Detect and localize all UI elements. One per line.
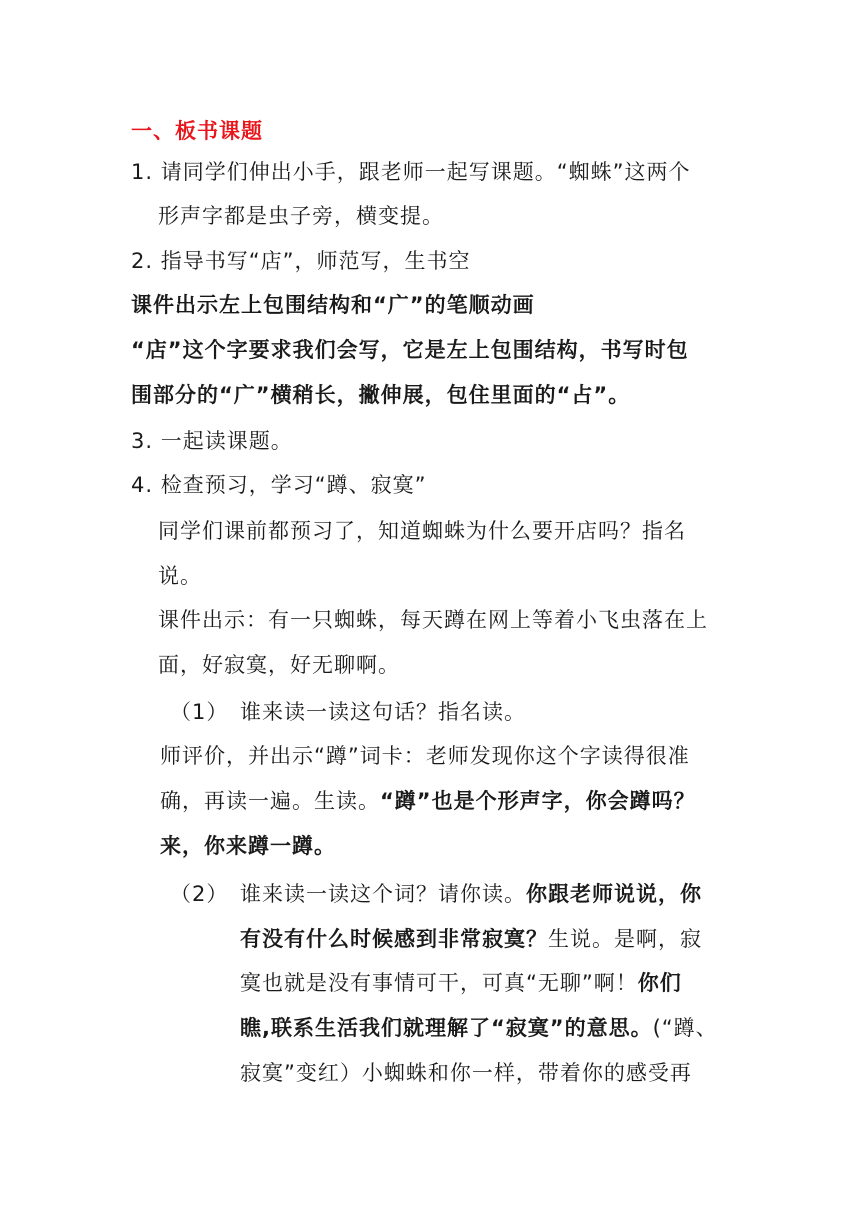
eval-line-2 [160,786,696,816]
sub-item-2-line-2-bold: 有没有什么时候感到非常寂寞？ [240,927,548,951]
preview-line-1: 同学们课前都预习了，知道蜘蛛为什么要开店吗？指名 [158,519,686,543]
sub-item-2-line-4 [240,1013,718,1043]
item-3: 3. 一起读课题。 [131,429,293,453]
eval-line-1: 师评价，并出示“蹲”词卡：老师发现你这个字读得很准 [160,744,690,768]
sub-item-2-line-1 [240,879,702,909]
courseware-2-line-2: 面，好寂寞，好无聊啊。 [158,653,400,677]
eval-line-2-bold: “蹲”也是个形声字，你会蹲吗？ [380,789,696,813]
sub-item-2-line-3-plain: 寞也就是没有事情可干，可真“无聊”啊！ [240,971,638,995]
sub-item-2-line-5: 寂寞”变红）小蜘蛛和你一样，带着你的感受再 [240,1061,692,1085]
eval-line-2-plain: 确，再读一遍。生读。 [160,789,380,813]
item-2: 2. 指导书写“店”，师范写，生书空 [131,249,471,273]
eval-line-3: 来，你来蹲一蹲。 [160,834,336,858]
courseware-2-line-1: 课件出示：有一只蜘蛛，每天蹲在网上等着小飞虫落在上 [158,608,708,632]
item-4: 4. 检查预习，学习“蹲、寂寞” [131,473,427,497]
sub-item-2-line-2 [240,924,702,954]
sub-item-1-number: （1） [170,700,229,724]
sub-item-2-line-3-bold: 你们 [637,971,682,995]
preview-line-2: 说。 [158,564,202,588]
item-1-line-2: 形声字都是虫子旁，横变提。 [158,204,444,228]
sub-item-1-text: 谁来读一读这句话？指名读。 [240,700,526,724]
sub-item-2-line-1-bold: 你跟老师说说，你 [526,882,702,906]
dian-explain-line-1: “店”这个字要求我们会写，它是左上包围结构，书写时包 [131,338,689,362]
dian-explain-line-2: 围部分的“广”横稍长，撇伸展，包住里面的“占”。 [131,383,631,407]
sub-item-2-line-1-plain: 谁来读一读这个词？请你读。 [240,882,526,906]
item-1-line-1: 1. 请同学们伸出小手，跟老师一起写课题。“蜘蛛”这两个 [131,160,691,184]
sub-item-2-line-3 [240,968,682,998]
sub-item-2-line-4-bold: 瞧,联系生活我们就理解了“寂寞”的意思。 [240,1016,653,1040]
sub-item-2-line-2-plain: 生说。是啊，寂 [548,927,702,951]
courseware-note-1: 课件出示左上包围结构和“广”的笔顺动画 [131,293,535,317]
sub-item-2-line-4-plain: (“蹲、 [652,1016,718,1040]
sub-item-2-number: （2） [170,882,229,906]
section-heading: 一、板书课题 [131,119,263,143]
